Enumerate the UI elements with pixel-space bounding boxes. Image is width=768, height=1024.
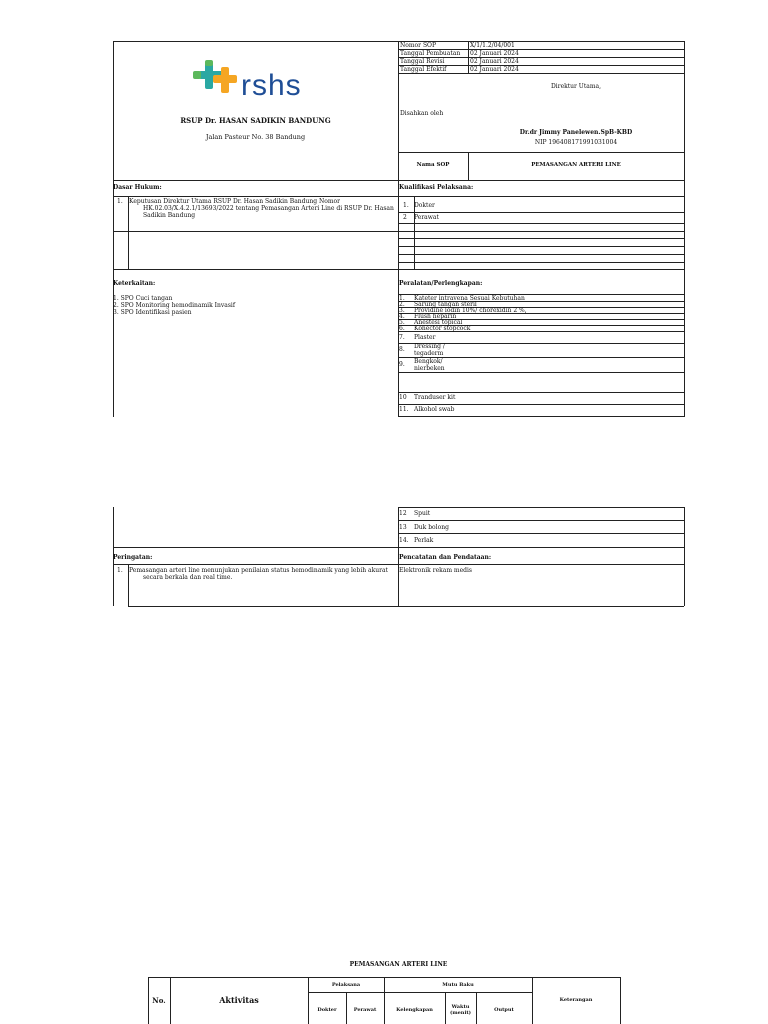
info-value-pembuatan: 02 Januari 2024 bbox=[470, 50, 519, 57]
sop-name-label: Nama SOP bbox=[416, 162, 450, 168]
peralatan-item-1: Kateter intravena Sesuai Kebutuhan bbox=[414, 295, 525, 302]
peralatan-no-3: 3. bbox=[399, 307, 405, 314]
peralatan-no-1: 1. bbox=[399, 295, 405, 302]
sop-name-value: PEMASANGAN ARTERI LINE bbox=[531, 162, 621, 168]
dasar-hukum-no: 1. bbox=[117, 198, 123, 205]
logo-text: rshs bbox=[241, 69, 302, 102]
col-no: No. bbox=[152, 996, 166, 1005]
pencatatan-title: Pencatatan dan Pendataan: bbox=[399, 554, 492, 561]
col-perawat: Perawat bbox=[353, 1007, 377, 1013]
peralatan-item-9: Bengkok/ nierbeken bbox=[414, 358, 445, 372]
peringatan-title: Peringatan: bbox=[113, 554, 153, 561]
info-value-nomor: X/1/1.2/04/001 bbox=[470, 42, 515, 49]
peralatan-item-2: Sarung tangan steril bbox=[414, 301, 477, 308]
peralatan-item-8: Dressing / tegaderm bbox=[414, 343, 445, 357]
disahkan-label: Disahkan oleh bbox=[400, 110, 444, 117]
table2-title: PEMASANGAN ARTERI LINE bbox=[349, 961, 448, 968]
col-keterangan: Keterangan bbox=[559, 997, 593, 1003]
peralatan-no-14: 14. bbox=[399, 537, 409, 544]
keterkaitan-title: Keterkaitan: bbox=[113, 280, 156, 287]
peralatan-item-12: Spuit bbox=[414, 510, 431, 517]
keterkaitan-item-3: 3. SPO Identifikasi pasien bbox=[113, 309, 192, 316]
peralatan-no-11: 11. bbox=[399, 406, 409, 413]
peralatan-no-12: 12 bbox=[399, 510, 407, 517]
dasar-hukum-text: Keputusan Direktur Utama RSUP Dr. Hasan Sadikin Bandung Nomor HK.02.03/X.4.2.1/13693/2022 tentang Pemasangan Arteri Line di RSUP Dr. Hasan Sadikin Bandung bbox=[129, 198, 394, 219]
director-name: Dr.dr Jimmy Panelewen.SpB-KBD bbox=[519, 129, 633, 136]
info-label-pembuatan: Tanggal Pembuatan bbox=[400, 50, 461, 57]
peralatan-item-10: Tranduser kit bbox=[414, 394, 456, 401]
peralatan-title: Peralatan/Perlengkapan: bbox=[399, 280, 483, 287]
peralatan-no-7: 7. bbox=[399, 334, 405, 341]
peralatan-no-5: 5. bbox=[399, 319, 405, 326]
pencatatan-text: Elektronik rekam medis bbox=[399, 567, 473, 574]
hospital-address: Jalan Pasteur No. 38 Bandung bbox=[205, 133, 306, 141]
info-label-nomor: Nomor SOP bbox=[400, 42, 437, 49]
peralatan-no-4: 4. bbox=[399, 313, 405, 320]
director-title: Direktur Utama, bbox=[550, 83, 602, 90]
col-kelengkapan: Kelengkapan bbox=[396, 1007, 433, 1013]
peralatan-item-11: Alkohol swab bbox=[414, 406, 455, 413]
hospital-cross-icon bbox=[193, 60, 239, 100]
hospital-name: RSUP Dr. HASAN SADIKIN BANDUNG bbox=[180, 116, 331, 125]
peralatan-item-3: Providine iodin 10%/ chorexidin 2 %, bbox=[414, 307, 527, 314]
info-value-efektif: 02 Januari 2024 bbox=[470, 66, 519, 73]
peralatan-no-8: 8. bbox=[399, 346, 405, 353]
peringatan-text: Pemasangan arteri line menunjukan penilaian status hemodinamik yang lebih akurat secara berkala dan real time. bbox=[129, 567, 388, 581]
info-value-revisi: 02 Januari 2024 bbox=[470, 58, 519, 65]
kualifikasi-no-2: 2 bbox=[403, 214, 407, 221]
peralatan-no-13: 13 bbox=[399, 524, 407, 531]
rshs-logo bbox=[193, 60, 323, 108]
peralatan-no-10: 10 bbox=[399, 394, 407, 401]
keterkaitan-item-2: 2. SPO Monitoring hemodinamik Invasif bbox=[113, 302, 236, 309]
col-dokter: Dokter bbox=[317, 1007, 337, 1013]
col-aktivitas: Aktivitas bbox=[219, 995, 259, 1005]
peringatan-no: 1. bbox=[117, 567, 123, 574]
col-waktu: Waktu (menit) bbox=[449, 1004, 472, 1016]
peralatan-item-7: Plaster bbox=[414, 334, 436, 341]
info-label-efektif: Tanggal Efektif bbox=[400, 66, 447, 73]
peralatan-no-2: 2. bbox=[399, 301, 405, 308]
peralatan-item-14: Perlak bbox=[414, 537, 434, 544]
peralatan-no-9: 9. bbox=[399, 361, 405, 368]
col-output: Output bbox=[494, 1007, 514, 1013]
director-nip: NIP 196408171991031004 bbox=[534, 139, 618, 146]
col-pelaksana: Pelaksana bbox=[331, 982, 361, 988]
kualifikasi-title: Kualifikasi Pelaksana: bbox=[399, 184, 474, 191]
peralatan-item-13: Duk bolong bbox=[414, 524, 449, 531]
col-mutu-baku: Mutu Baku bbox=[442, 982, 474, 988]
peralatan-item-6: Konector stopcock bbox=[414, 325, 471, 332]
kualifikasi-no-1: 1. bbox=[403, 202, 409, 209]
peralatan-no-6: 6. bbox=[399, 325, 405, 332]
kualifikasi-item-1: Dokter bbox=[414, 202, 435, 209]
info-label-revisi: Tanggal Revisi bbox=[400, 58, 445, 65]
keterkaitan-item-1: 1. SPO Cuci tangan bbox=[113, 295, 173, 302]
dasar-hukum-title: Dasar Hukum: bbox=[113, 184, 162, 191]
kualifikasi-item-2: Perawat bbox=[414, 214, 439, 221]
peralatan-item-4: Flush heparin bbox=[414, 313, 457, 320]
peralatan-item-5: Anestesi topical bbox=[414, 319, 463, 326]
